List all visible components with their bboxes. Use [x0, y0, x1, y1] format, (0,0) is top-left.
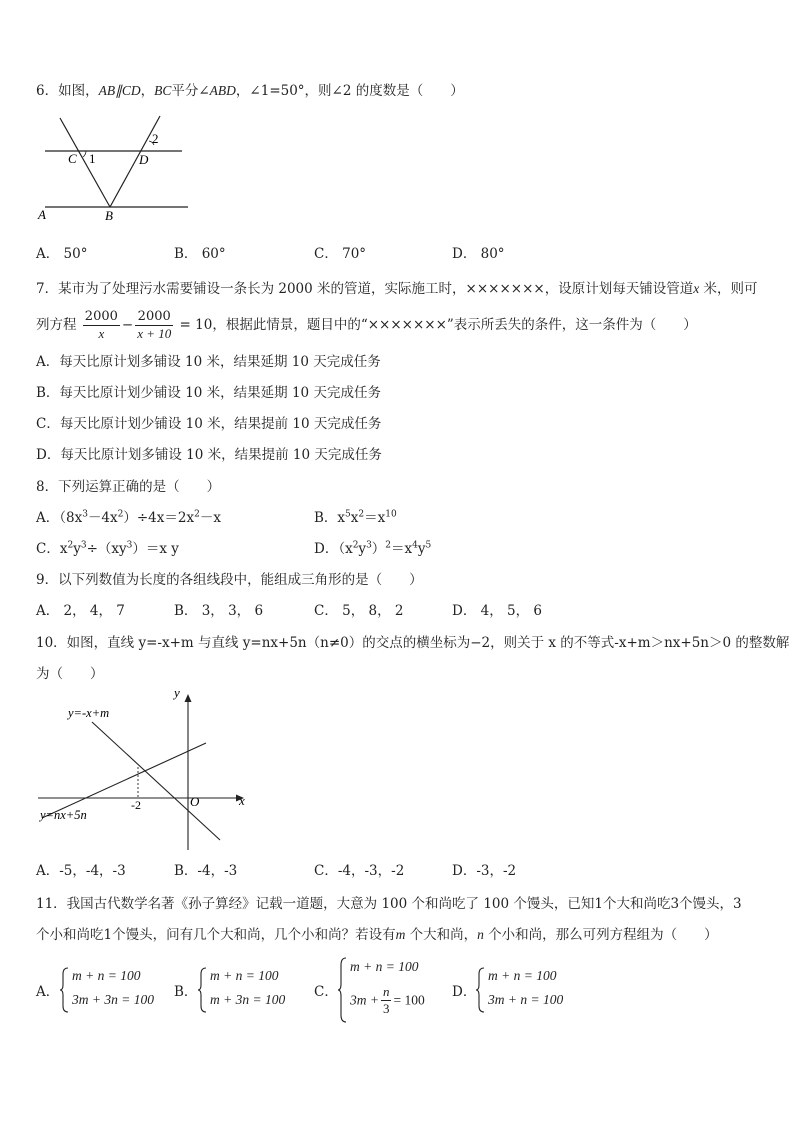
q8b-e1: 5 [345, 509, 351, 520]
q11-var-n: n [477, 927, 484, 942]
q11-stem-line2 [36, 926, 718, 944]
q8b-t2: x [350, 510, 359, 526]
q8d-e3: 2 [385, 540, 392, 551]
q8a-t4: －x [199, 510, 221, 526]
q11-stem-line1: 11．我国古代数学名著《孙子算经》记载一道题，大意为 100 个和尚吃了 100 个馒头，已知1个大和尚吃3个馒头，3 [36, 896, 742, 912]
q6-ab-cd: AB∥CD [98, 83, 141, 98]
q7-frac1-den: x [98, 326, 105, 341]
q8-option-a[interactable] [36, 509, 221, 527]
q8c-t3: ÷（xy [86, 541, 127, 557]
q10-option-d[interactable]: D．-3，-2 [452, 863, 517, 879]
q11-option-d-system[interactable] [476, 966, 586, 1014]
q8-option-c[interactable] [36, 540, 179, 558]
q6-option-d[interactable]: D． 80° [452, 246, 505, 262]
q8a-e2: 2 [117, 509, 124, 520]
q10-line-pos-label: y=nx+5n [40, 808, 87, 822]
q8a-t2: －4x [87, 510, 118, 526]
q7-var-x: x [693, 281, 700, 296]
q7-option-d[interactable]: D．每天比原计划多铺设 10 米，结果提前 10 天完成任务 [36, 447, 382, 463]
q11-var-m: m [395, 927, 406, 942]
q8c-e1: 2 [67, 540, 74, 551]
q8d-t4: ＝x [391, 541, 413, 557]
q11-b-eq2: m + 3n = 100 [210, 992, 286, 1007]
q8b-e3: 10 [385, 509, 397, 520]
q7-stem-line1 [36, 280, 758, 298]
q11-option-b-label[interactable]: B． [174, 984, 198, 1000]
q6-option-a[interactable]: A． 50° [36, 246, 88, 262]
q6-comma: ， [140, 83, 155, 99]
q8b-t1: B．x [314, 510, 346, 526]
q6-figure [30, 112, 200, 224]
q6-abd: ABD [209, 83, 236, 98]
q8b-e2: 2 [358, 509, 365, 520]
q7-frac2-den: x + 10 [137, 326, 172, 341]
q11-c-frac-num: n [382, 984, 390, 999]
q11-d-eq2: 3m + n = 100 [488, 992, 564, 1007]
q7-fraction-2 [135, 309, 173, 342]
q9-option-d[interactable]: D． 4， 5， 6 [452, 603, 542, 619]
q11-option-a-label[interactable]: A． [36, 984, 60, 1000]
q11-option-d-brace [476, 966, 486, 1014]
q8c-t1: C．x [36, 541, 68, 557]
q8a-e1: 3 [82, 509, 88, 520]
q9-option-c[interactable]: C． 5， 8， 2 [314, 603, 404, 619]
q8c-t2: y [73, 541, 81, 557]
q8d-e5: 5 [425, 540, 432, 551]
q11-b-eq1: m + n = 100 [210, 968, 279, 983]
q11-option-c-system[interactable] [338, 956, 448, 1024]
q6-line-bd [110, 116, 160, 207]
q11-c-eq2-a: 3m + [350, 992, 379, 1008]
q7-line2-text: ，根据此情景，题目中的“×××××××”表示所丢失的条件，这一条件为（ ） [212, 317, 697, 333]
q8c-t4: ）＝x y [132, 541, 179, 557]
q8d-e1: 2 [352, 540, 359, 551]
q8a-t3: ）÷4x＝2x [123, 510, 195, 526]
q9-option-b[interactable]: B． 3， 3， 6 [174, 603, 264, 619]
q6-prefix: 6．如图， [36, 83, 99, 99]
q8c-e2: 3 [80, 540, 87, 551]
q6-option-b[interactable]: B． 60° [174, 246, 226, 262]
q10-option-a[interactable]: A．-5，-4，-3 [36, 863, 126, 879]
q6-option-c[interactable]: C． 70° [314, 246, 367, 262]
q6-stem [36, 82, 464, 100]
q10-figure [30, 685, 255, 850]
q11-line2-b: 个大和尚， [405, 927, 478, 943]
q7-option-c[interactable]: C．每天比原计划少铺设 10 米，结果提前 10 天完成任务 [36, 416, 382, 432]
q11-option-a-system[interactable] [60, 966, 170, 1014]
q10-x-label: x [239, 793, 245, 808]
q11-option-b-brace [198, 966, 208, 1014]
q7-line1-tail: 米，则可 [699, 281, 758, 297]
q6-label-b: B [105, 208, 113, 223]
q7-frac2-num: 2000 [135, 309, 173, 326]
q7-line1-text: 7．某市为了处理污水需要铺设一条长为 2000 米的管道，实际施工时，×××××××，设原计划每天铺设管道 [36, 281, 694, 297]
q8d-t1: D．（x [314, 541, 353, 557]
q10-line-neg [92, 722, 220, 840]
q11-a-eq2: 3m + 3n = 100 [72, 992, 154, 1007]
q8-option-d[interactable] [314, 540, 431, 558]
q7-option-b[interactable]: B．每天比原计划少铺设 10 米，结果延期 10 天完成任务 [36, 385, 381, 401]
q11-c-eq2 [350, 984, 425, 1017]
q7-stem-line2 [36, 306, 697, 344]
q7-equals: = 10 [175, 317, 213, 333]
q11-c-frac-den: 3 [382, 1001, 390, 1016]
q8a-t1: A．（8x [36, 510, 83, 526]
q11-line2-c: 个小和尚，那么可列方程组为（ ） [483, 927, 718, 943]
q10-y-label: y [174, 685, 180, 700]
q10-option-b[interactable]: B．-4，-3 [174, 863, 238, 879]
q11-c-eq2-b: = 100 [393, 992, 425, 1008]
q6-label-a: A [38, 207, 46, 222]
q10-stem-line1: 10．如图，直线 y=-x+m 与直线 y=nx+5n（n≠0）的交点的横坐标为−2，则关于 x 的不等式-x+m＞nx+5n＞0 的整数解 [36, 635, 790, 651]
q10-line-neg-label: y=-x+m [68, 706, 110, 720]
q8a-e3: 2 [194, 509, 200, 520]
q8d-t3: ） [371, 541, 386, 557]
q7-line2-prefix: 列方程 [36, 317, 81, 333]
q6-bc: BC [154, 83, 172, 98]
q9-option-a[interactable]: A． 2， 4， 7 [36, 603, 125, 619]
q11-option-c-brace [338, 956, 348, 1024]
q7-frac1-num: 2000 [84, 309, 118, 324]
q7-minus: − [121, 317, 134, 333]
q11-option-b-system[interactable] [198, 966, 308, 1014]
q11-option-c-label[interactable]: C． [314, 984, 338, 1000]
q6-angle-text: ，∠1=50°，则∠2 的度数是（ ） [235, 83, 464, 99]
q10-line-pos [42, 743, 206, 818]
q6-label-2: 2 [152, 131, 159, 146]
q11-c-eq1: m + n = 100 [350, 959, 419, 974]
q11-line2-a: 个小和尚吃1个馒头，问有几个大和尚，几个小和尚？若设有 [36, 927, 396, 943]
q8d-e4: 4 [412, 540, 418, 551]
q6-angle1-arc [83, 151, 86, 157]
q7-option-a[interactable]: A．每天比原计划多铺设 10 米，结果延期 10 天完成任务 [36, 354, 381, 370]
q11-c-fraction [381, 984, 392, 1017]
q10-stem-line2: 为（ ） [36, 666, 104, 682]
q11-d-eq1: m + n = 100 [488, 968, 557, 983]
q8c-e3: 3 [126, 540, 133, 551]
q11-option-d-label[interactable]: D． [452, 984, 477, 1000]
q11-option-a-brace [60, 966, 70, 1014]
q6-label-d: D [139, 152, 149, 167]
q8d-e2: 3 [366, 540, 372, 551]
q6-bisect: 平分∠ [171, 83, 210, 99]
q8d-t5: y [417, 541, 426, 557]
q9-stem: 9．以下列数值为长度的各组线段中，能组成三角形的是（ ） [36, 572, 423, 588]
q8b-t3: ＝x [364, 510, 386, 526]
q7-fraction-1 [83, 309, 120, 342]
q6-label-c: C [68, 151, 77, 166]
q6-label-1: 1 [89, 151, 96, 166]
q10-option-c[interactable]: C．-4，-3，-2 [314, 863, 405, 879]
q10-origin-label: O [190, 794, 200, 809]
q10-tick-neg2: -2 [131, 798, 141, 812]
q10-y-arrow [185, 694, 192, 702]
q8-stem: 8．下列运算正确的是（ ） [36, 479, 221, 495]
q8-option-b[interactable] [314, 509, 397, 527]
q8d-t2: y [358, 541, 367, 557]
q11-a-eq1: m + n = 100 [72, 968, 141, 983]
